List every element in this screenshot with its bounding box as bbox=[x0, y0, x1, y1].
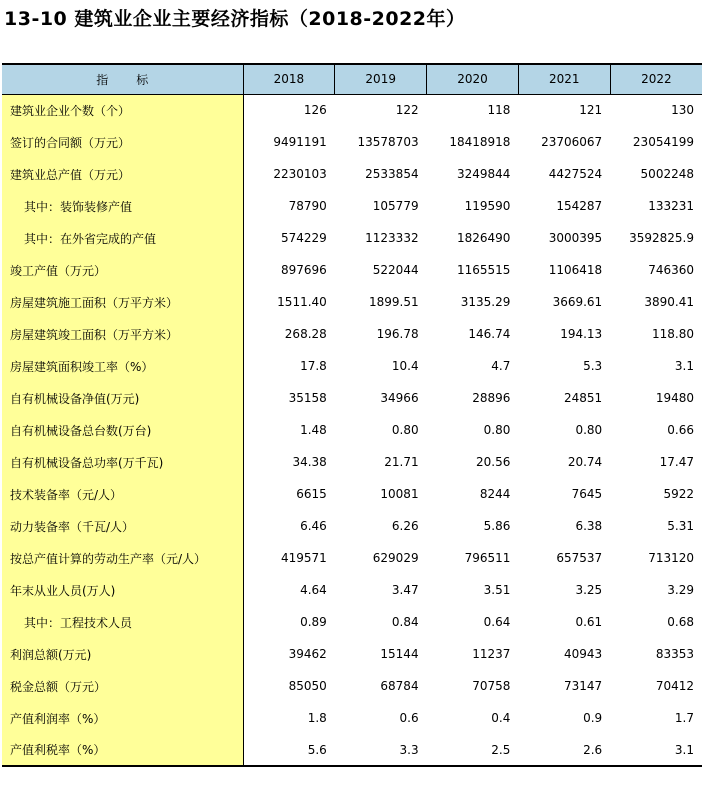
cell-value: 35158 bbox=[288, 391, 327, 405]
cell-value: 68784 bbox=[380, 679, 419, 693]
cell-value: 18418918 bbox=[449, 135, 511, 149]
cell-value: 118.80 bbox=[652, 327, 694, 341]
header-year: 2019 bbox=[335, 64, 427, 94]
cell-value: 118 bbox=[487, 103, 511, 118]
cell-value: 1165515 bbox=[456, 263, 511, 277]
table-row bbox=[2, 574, 702, 606]
cell-value: 5.31 bbox=[667, 519, 694, 533]
cell-value: 8244 bbox=[479, 487, 511, 501]
cell-value: 0.80 bbox=[391, 423, 419, 437]
cell-value: 1123332 bbox=[365, 231, 419, 245]
table-row bbox=[2, 542, 702, 574]
cell-value: 0.9 bbox=[583, 711, 603, 725]
cell-value: 73147 bbox=[564, 679, 603, 693]
cell-value: 3.25 bbox=[575, 583, 603, 597]
cell-value: 3.29 bbox=[667, 583, 694, 597]
cell-value: 6615 bbox=[296, 487, 327, 501]
table-row bbox=[2, 606, 702, 638]
cell-value: 70758 bbox=[472, 679, 511, 693]
cell-value: 3.3 bbox=[335, 734, 427, 766]
cell-value: 3669.61 bbox=[552, 295, 603, 309]
header-year: 2021 bbox=[518, 64, 610, 94]
table-row bbox=[2, 510, 702, 542]
row-label: 按总产值计算的劳动生产率（元/人） bbox=[2, 542, 243, 574]
cell-value: 70412 bbox=[655, 679, 694, 693]
cell-value: 9491191 bbox=[273, 135, 327, 149]
cell-value: 5.6 bbox=[243, 734, 335, 766]
cell-value: 3.1 bbox=[610, 734, 702, 766]
cell-value: 0.66 bbox=[667, 423, 694, 437]
cell-value: 4.64 bbox=[300, 583, 327, 597]
cell-value: 23054199 bbox=[632, 135, 694, 149]
cell-value: 196.78 bbox=[376, 327, 419, 341]
cell-value: 24851 bbox=[564, 391, 603, 405]
cell-value: 20.56 bbox=[476, 455, 511, 469]
header-year: 2018 bbox=[243, 64, 335, 94]
table-row bbox=[2, 126, 702, 158]
table-row bbox=[2, 382, 702, 414]
cell-value: 574229 bbox=[280, 231, 327, 245]
table-row bbox=[2, 190, 702, 222]
cell-value: 0.6 bbox=[399, 711, 419, 725]
cell-value: 1.48 bbox=[300, 423, 327, 437]
cell-value: 7645 bbox=[571, 487, 603, 501]
cell-value: 0.64 bbox=[483, 615, 511, 629]
cell-value: 130 bbox=[671, 103, 694, 118]
cell-value: 897696 bbox=[280, 263, 327, 277]
cell-value: 0.68 bbox=[667, 615, 694, 629]
row-label: 竣工产值（万元） bbox=[2, 254, 243, 286]
row-label: 建筑业总产值（万元） bbox=[2, 158, 243, 190]
row-label: 自有机械设备净值(万元) bbox=[2, 382, 243, 414]
cell-value: 3.51 bbox=[483, 583, 511, 597]
cell-value: 6.46 bbox=[300, 519, 327, 533]
cell-value: 522044 bbox=[372, 263, 419, 277]
table-row bbox=[2, 350, 702, 382]
cell-value: 419571 bbox=[280, 551, 327, 565]
cell-value: 39462 bbox=[288, 647, 327, 661]
cell-value: 5002248 bbox=[640, 167, 694, 181]
cell-value: 3135.29 bbox=[460, 295, 511, 309]
cell-value: 657537 bbox=[556, 551, 603, 565]
row-label: 签订的合同额（万元） bbox=[2, 126, 243, 158]
cell-value: 78790 bbox=[288, 199, 327, 213]
row-label: 房屋建筑施工面积（万平方米） bbox=[2, 286, 243, 318]
row-label: 动力装备率（千瓦/人） bbox=[2, 510, 243, 542]
cell-value: 133231 bbox=[648, 199, 694, 213]
cell-value: 796511 bbox=[464, 551, 511, 565]
cell-value: 3.1 bbox=[674, 359, 694, 373]
cell-value: 746360 bbox=[648, 263, 694, 277]
header-indicator: 指标 bbox=[2, 64, 243, 94]
cell-value: 23706067 bbox=[541, 135, 603, 149]
cell-value: 3890.41 bbox=[644, 295, 694, 309]
cell-value: 126 bbox=[303, 103, 327, 118]
cell-value: 0.89 bbox=[300, 615, 327, 629]
cell-value: 0.80 bbox=[575, 423, 603, 437]
cell-value: 5.3 bbox=[583, 359, 603, 373]
cell-value: 10081 bbox=[380, 487, 419, 501]
table-row bbox=[2, 158, 702, 190]
row-label: 房屋建筑竣工面积（万平方米） bbox=[2, 318, 243, 350]
cell-value: 154287 bbox=[556, 199, 603, 213]
cell-value: 83353 bbox=[655, 647, 694, 661]
cell-value: 4427524 bbox=[548, 167, 603, 181]
cell-value: 85050 bbox=[288, 679, 327, 693]
cell-value: 6.26 bbox=[391, 519, 419, 533]
cell-value: 5922 bbox=[663, 487, 694, 501]
row-label: 产值利税率（%） bbox=[2, 734, 243, 766]
row-label: 技术装备率（元/人） bbox=[2, 478, 243, 510]
cell-value: 10.4 bbox=[391, 359, 419, 373]
cell-value: 17.8 bbox=[300, 359, 327, 373]
cell-value: 34966 bbox=[380, 391, 419, 405]
row-label: 房屋建筑面积竣工率（%） bbox=[2, 350, 243, 382]
table-row bbox=[2, 446, 702, 478]
cell-value: 713120 bbox=[648, 551, 694, 565]
cell-value: 119590 bbox=[464, 199, 511, 213]
cell-value: 1.8 bbox=[307, 711, 327, 725]
table-row bbox=[2, 254, 702, 286]
cell-value: 1899.51 bbox=[368, 295, 419, 309]
row-label: 自有机械设备总功率(万千瓦) bbox=[2, 446, 243, 478]
cell-value: 13578703 bbox=[357, 135, 419, 149]
cell-value: 2533854 bbox=[365, 167, 419, 181]
table-row bbox=[2, 670, 702, 702]
cell-value: 28896 bbox=[472, 391, 511, 405]
cell-value: 3.47 bbox=[391, 583, 419, 597]
table-row bbox=[2, 734, 702, 766]
cell-value: 20.74 bbox=[567, 455, 603, 469]
cell-value: 11237 bbox=[472, 647, 511, 661]
cell-value: 6.38 bbox=[575, 519, 603, 533]
cell-value: 3249844 bbox=[456, 167, 511, 181]
row-label: 利润总额(万元) bbox=[2, 638, 243, 670]
row-label: 其中：工程技术人员 bbox=[2, 606, 243, 638]
table-body bbox=[2, 94, 702, 766]
cell-value: 1106418 bbox=[548, 263, 603, 277]
cell-value: 1826490 bbox=[456, 231, 511, 245]
cell-value: 1511.40 bbox=[277, 295, 327, 309]
table-row bbox=[2, 318, 702, 350]
cell-value: 122 bbox=[395, 103, 419, 118]
row-label: 其中：装饰装修产值 bbox=[2, 190, 243, 222]
cell-value: 40943 bbox=[564, 647, 603, 661]
row-label: 税金总额（万元） bbox=[2, 670, 243, 702]
row-label: 自有机械设备总台数(万台) bbox=[2, 414, 243, 446]
cell-value: 17.47 bbox=[659, 455, 694, 469]
page-title: 13-10 建筑业企业主要经济指标（2018-2022年） bbox=[4, 8, 466, 30]
cell-value: 629029 bbox=[372, 551, 419, 565]
table-row bbox=[2, 222, 702, 254]
table-row bbox=[2, 94, 702, 126]
row-label: 产值利润率（%） bbox=[2, 702, 243, 734]
cell-value: 3592825.9 bbox=[629, 231, 694, 245]
cell-value: 4.7 bbox=[491, 359, 511, 373]
table-row bbox=[2, 478, 702, 510]
cell-value: 1.7 bbox=[674, 711, 694, 725]
cell-value: 0.84 bbox=[391, 615, 419, 629]
table-row bbox=[2, 702, 702, 734]
cell-value: 2230103 bbox=[273, 167, 327, 181]
cell-value: 15144 bbox=[380, 647, 419, 661]
cell-value: 2.6 bbox=[518, 734, 610, 766]
header-year: 2022 bbox=[610, 64, 702, 94]
cell-value: 0.4 bbox=[491, 711, 511, 725]
row-label: 其中：在外省完成的产值 bbox=[2, 222, 243, 254]
cell-value: 21.71 bbox=[384, 455, 419, 469]
row-label: 年末从业人员(万人) bbox=[2, 574, 243, 606]
cell-value: 268.28 bbox=[284, 327, 327, 341]
table-header-row bbox=[2, 64, 702, 94]
cell-value: 194.13 bbox=[560, 327, 603, 341]
row-label: 建筑业企业个数（个） bbox=[2, 94, 243, 126]
cell-value: 5.86 bbox=[483, 519, 511, 533]
cell-value: 0.61 bbox=[575, 615, 603, 629]
cell-value: 19480 bbox=[655, 391, 694, 405]
cell-value: 0.80 bbox=[483, 423, 511, 437]
cell-value: 105779 bbox=[372, 199, 419, 213]
cell-value: 34.38 bbox=[292, 455, 327, 469]
cell-value: 146.74 bbox=[468, 327, 511, 341]
cell-value: 3000395 bbox=[548, 231, 603, 245]
table-row bbox=[2, 414, 702, 446]
header-year: 2020 bbox=[427, 64, 519, 94]
cell-value: 121 bbox=[579, 103, 603, 118]
table-row bbox=[2, 286, 702, 318]
indicator-table bbox=[2, 63, 702, 767]
cell-value: 2.5 bbox=[427, 734, 519, 766]
table-row bbox=[2, 638, 702, 670]
